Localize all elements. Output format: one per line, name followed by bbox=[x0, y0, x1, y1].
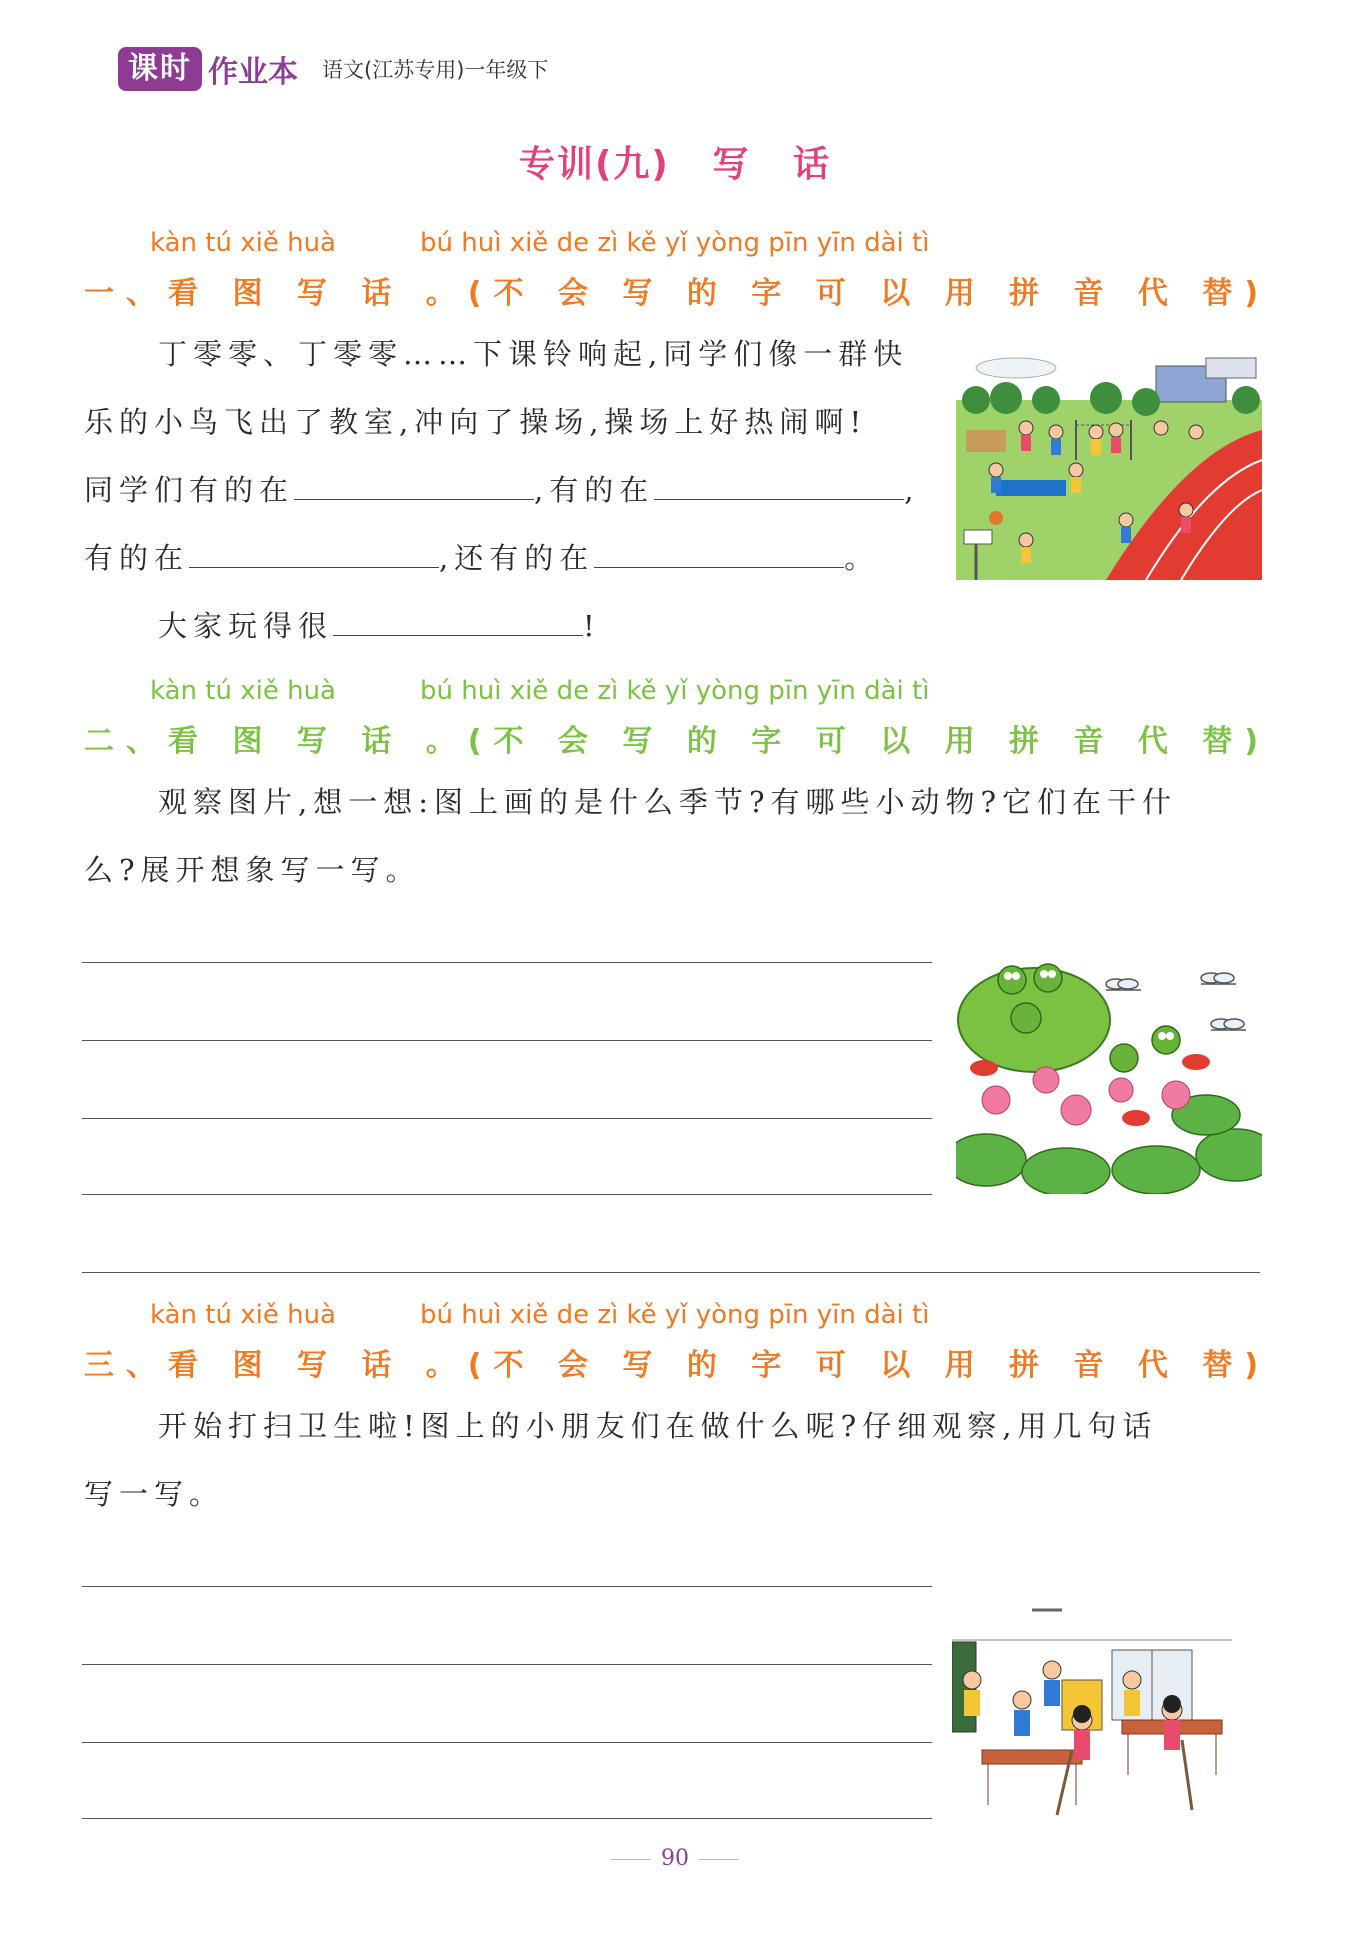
fill1-label-a: 同学们有的在 bbox=[84, 473, 295, 507]
title-main: 专训(九) bbox=[518, 144, 670, 185]
book-subtitle: 语文(江苏专用)一年级下 bbox=[322, 58, 549, 82]
classroom-cleaning-illustration bbox=[952, 1600, 1232, 1826]
writing-line[interactable] bbox=[82, 962, 932, 963]
section1-pinyin-a: kàn tú xiě huà bbox=[150, 228, 336, 258]
fill2-label-c: 。 bbox=[844, 541, 880, 575]
fill3-label-a: 大家玩得很 bbox=[158, 609, 334, 643]
section1-fill-row3 bbox=[158, 609, 601, 643]
writing-line[interactable] bbox=[82, 1272, 1260, 1273]
answer-blank-5[interactable] bbox=[333, 613, 583, 636]
fill2-label-a: 有的在 bbox=[84, 541, 190, 575]
section1-pinyin-b: bú huì xiě de zì kě yǐ yòng pīn yīn dài tì bbox=[420, 228, 930, 258]
writing-line[interactable] bbox=[82, 1118, 932, 1119]
brand-badge: 课时 bbox=[118, 47, 202, 91]
section1-fill-row2 bbox=[84, 541, 880, 575]
writing-line[interactable] bbox=[82, 1742, 932, 1743]
writing-line[interactable] bbox=[82, 1040, 932, 1041]
writing-line[interactable] bbox=[82, 1194, 932, 1195]
section3-pinyin-a: kàn tú xiě huà bbox=[150, 1300, 336, 1330]
fill2-label-b: ,还有的在 bbox=[439, 541, 595, 575]
answer-blank-4[interactable] bbox=[594, 545, 844, 568]
answer-blank-2[interactable] bbox=[654, 477, 904, 500]
section1-heading: 一、看 图 写 话 。(不 会 写 的 字 可 以 用 拼 音 代 替) bbox=[84, 276, 1271, 311]
playground-illustration bbox=[956, 340, 1262, 580]
page-number bbox=[0, 1846, 1350, 1871]
section2-pinyin-a: kàn tú xiě huà bbox=[150, 676, 336, 706]
answer-blank-1[interactable] bbox=[294, 477, 534, 500]
section1-line2: 乐的小鸟飞出了教室,冲向了操场,操场上好热闹啊! bbox=[84, 405, 868, 439]
section3-heading: 三、看 图 写 话 。(不 会 写 的 字 可 以 用 拼 音 代 替) bbox=[84, 1348, 1271, 1383]
fill3-label-b: ! bbox=[583, 609, 601, 643]
section2-heading: 二、看 图 写 话 。(不 会 写 的 字 可 以 用 拼 音 代 替) bbox=[84, 724, 1271, 759]
page-number-value: 90 bbox=[661, 1846, 689, 1871]
answer-blank-3[interactable] bbox=[189, 545, 439, 568]
title-part1: 写 bbox=[712, 144, 751, 185]
fill1-label-b: ,有的在 bbox=[534, 473, 655, 507]
pond-illustration bbox=[956, 950, 1262, 1194]
section3-pinyin-b: bú huì xiě de zì kě yǐ yòng pīn yīn dài tì bbox=[420, 1300, 930, 1330]
writing-line[interactable] bbox=[82, 1586, 932, 1587]
section1-line1: 丁零零、丁零零……下课铃响起,同学们像一群快 bbox=[158, 337, 909, 371]
section2-pinyin-b: bú huì xiě de zì kě yǐ yòng pīn yīn dài tì bbox=[420, 676, 930, 706]
writing-line[interactable] bbox=[82, 1818, 932, 1819]
header-brand bbox=[118, 46, 548, 92]
fill1-label-c: , bbox=[904, 473, 920, 507]
section3-line1: 开始打扫卫生啦!图上的小朋友们在做什么呢?仔细观察,用几句话 bbox=[158, 1409, 1158, 1443]
section2-line2: 么?展开想象写一写。 bbox=[84, 853, 421, 887]
brand-name: 作业本 bbox=[208, 55, 298, 90]
page-title bbox=[0, 136, 1350, 187]
section3-line2: 写一写。 bbox=[84, 1477, 225, 1511]
writing-line[interactable] bbox=[82, 1664, 932, 1665]
title-part2: 话 bbox=[793, 144, 832, 185]
section2-line1: 观察图片,想一想:图上画的是什么季节?有哪些小动物?它们在干什 bbox=[158, 785, 1178, 819]
section1-fill-row1 bbox=[84, 473, 920, 507]
